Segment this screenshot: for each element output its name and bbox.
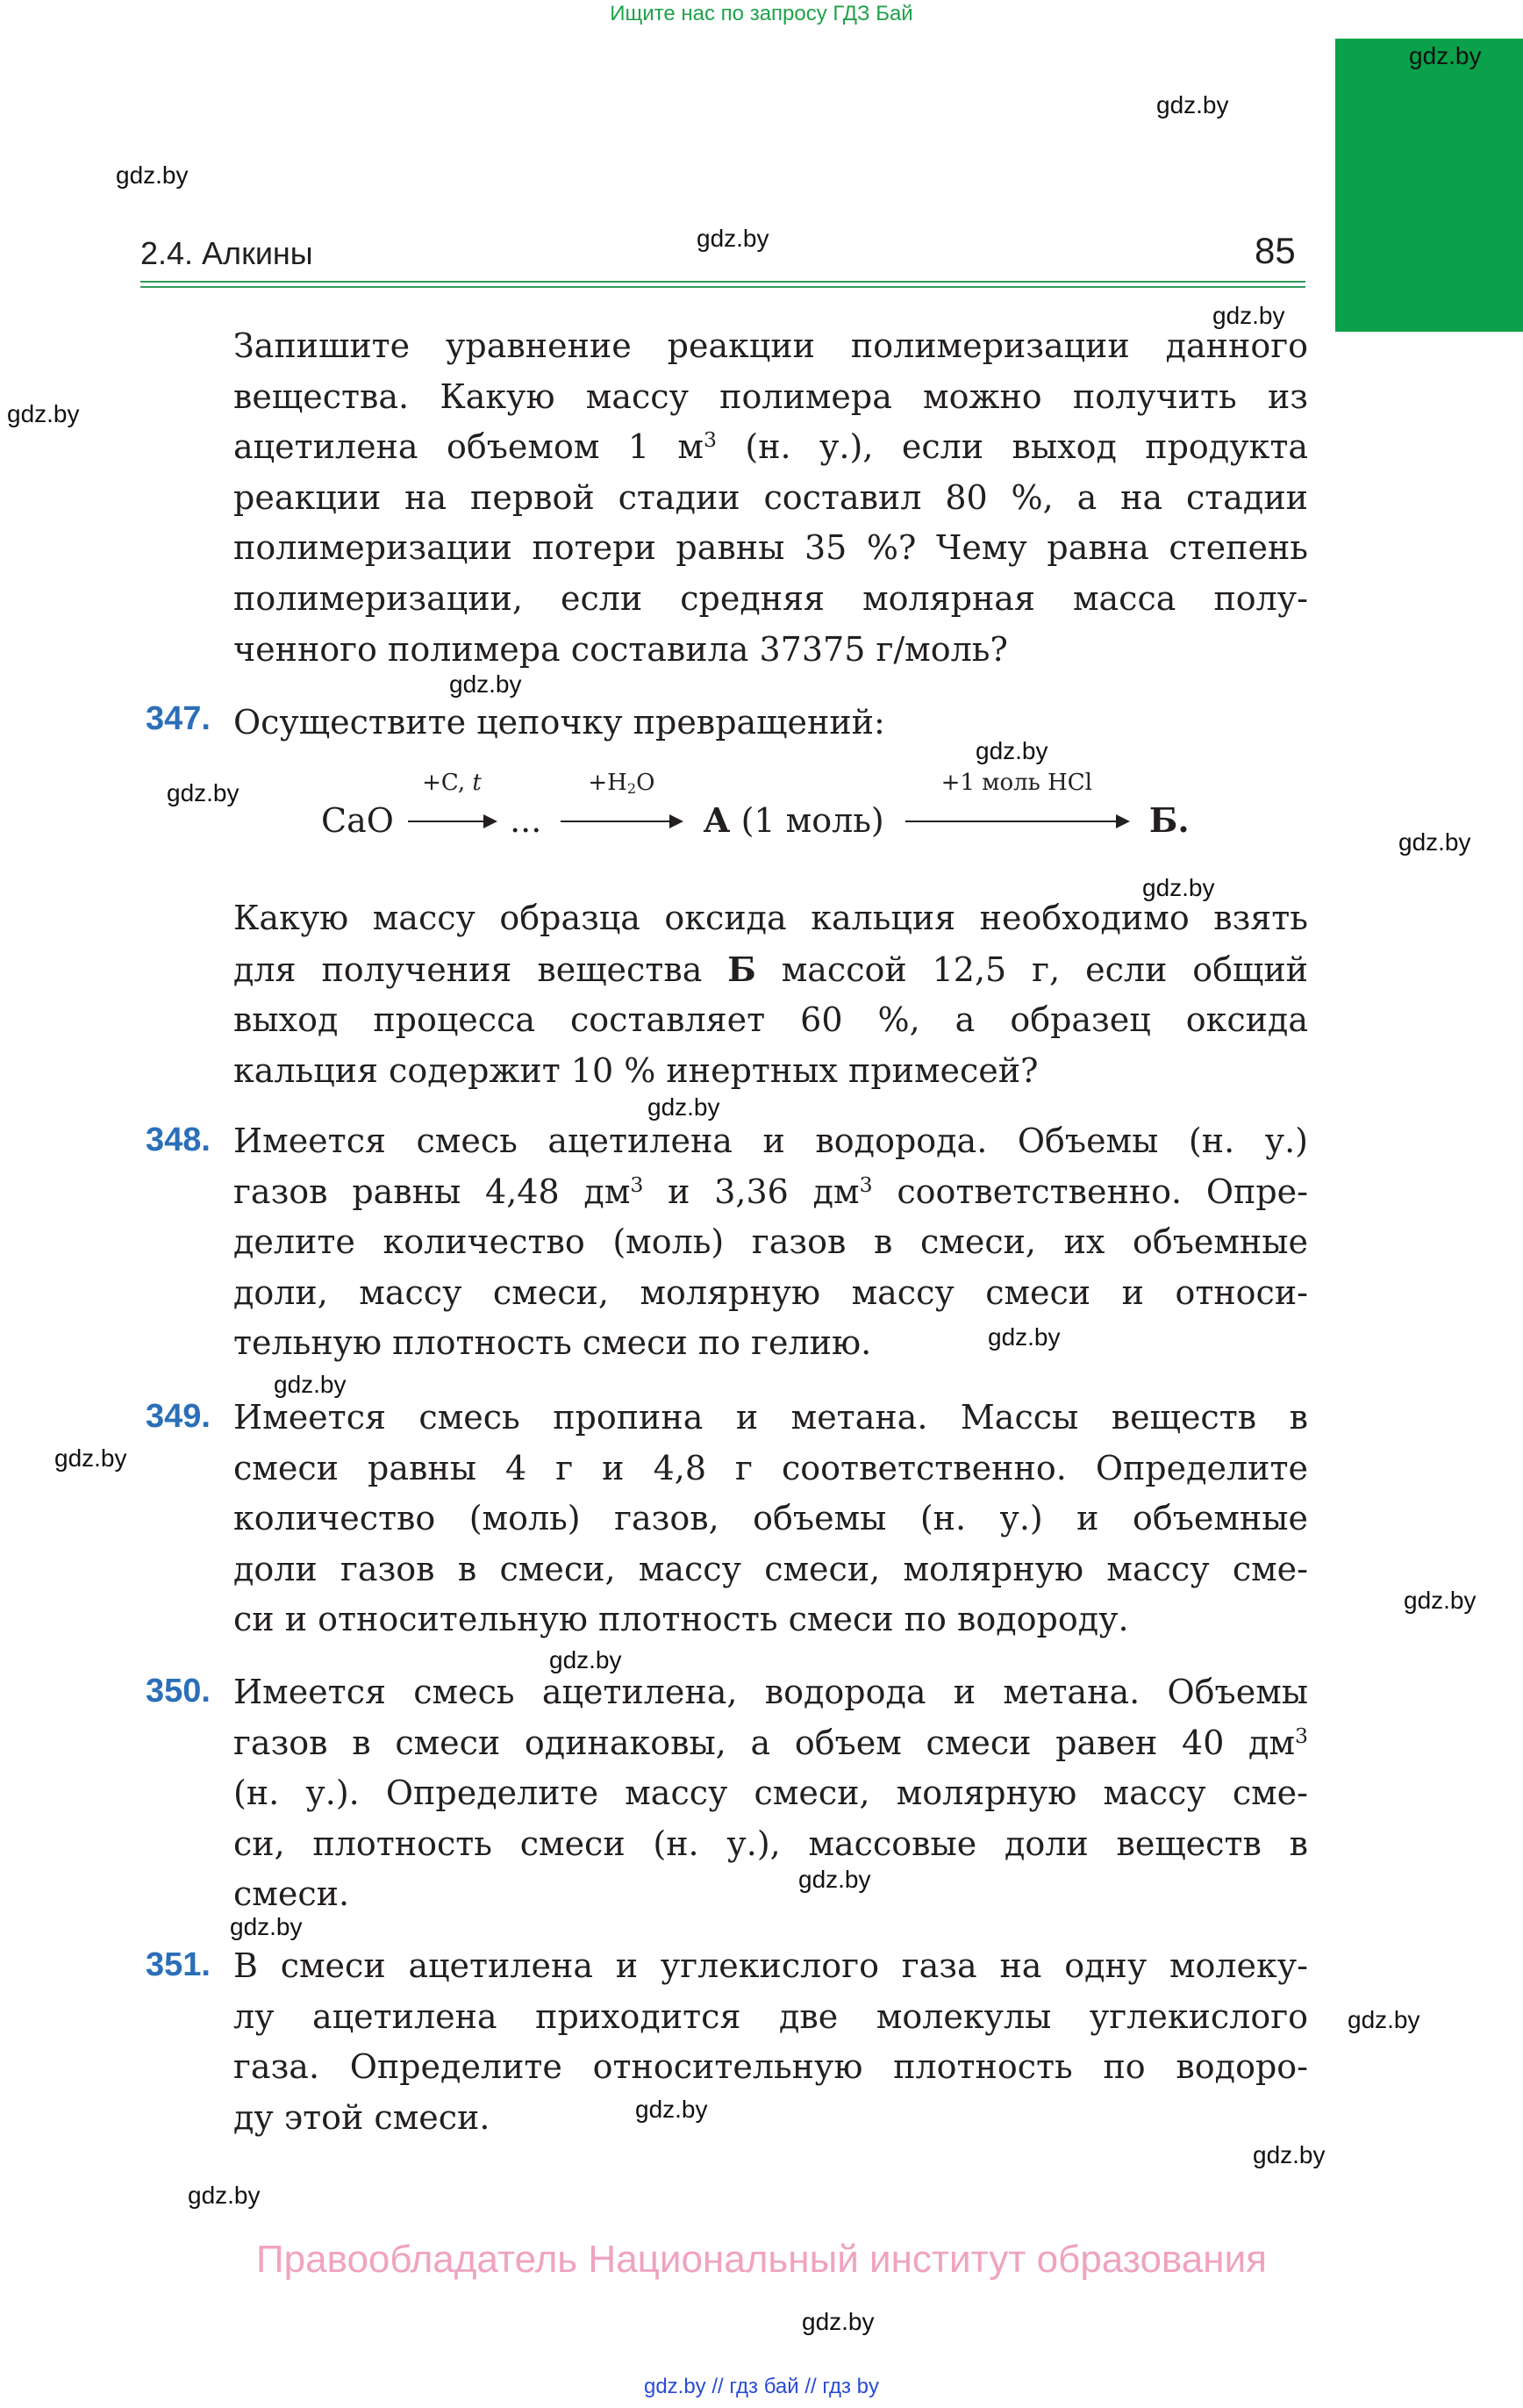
- text-line: вещества. Какую массу полимера можно получить из: [233, 376, 1308, 416]
- text-line: В смеси ацетилена и углекислого газа на одну молеку-: [233, 1946, 1308, 1985]
- text-line: кальция содержит 10 % инертных примесей?: [233, 1050, 1039, 1090]
- text-line: лу ацетилена приходится две молекулы углекислого: [233, 1996, 1308, 2036]
- task-number: 348.: [146, 1122, 211, 1158]
- watermark: gdz.by: [1398, 828, 1471, 856]
- scheme-b: Б.: [1148, 800, 1190, 840]
- text-line: Имеется смесь ацетилена и водорода. Объемы (н. у.): [233, 1122, 1308, 1160]
- footer-links[interactable]: gdz.by // гдз бай // гдз by: [643, 2375, 880, 2398]
- task-347-text: [233, 893, 1308, 1096]
- text-line: ацетилена объемом 1 $м^3$ (н. у.), если выход продукта: [233, 427, 1308, 467]
- text-line: Запишите уравнение реакции полимеризации данного: [233, 326, 1308, 365]
- watermark: gdz.by: [167, 779, 240, 806]
- task-number: 351.: [146, 1946, 211, 1983]
- text-line: Имеется смесь пропина и метана. Массы веществ в: [233, 1398, 1308, 1437]
- watermark: gdz.by: [54, 1444, 127, 1472]
- scheme-mid: ...: [510, 801, 542, 840]
- text-line: выход процесса составляет 60 %, а образец оксида: [233, 1000, 1308, 1040]
- arrow-1-label: +C, t: [422, 770, 482, 796]
- copyright-notice: Правообладатель Национальный институт образования: [256, 2238, 1267, 2281]
- watermark: gdz.by: [449, 670, 522, 698]
- arrow-2: [557, 770, 685, 840]
- watermark: gdz.by: [988, 1323, 1061, 1351]
- watermark: gdz.by: [1404, 1587, 1477, 1614]
- arrow-1: [404, 770, 499, 840]
- watermark: gdz.by: [976, 737, 1048, 764]
- text-line: Осуществите цепочку превращений:: [233, 703, 885, 742]
- text-line: газов равны 4,48 $дм^3$ и 3,36 $дм^3$ соответственно. Опре-: [233, 1172, 1308, 1211]
- arrow-2-label: $+H_2O$: [588, 770, 655, 798]
- scheme-a: А: [703, 800, 731, 840]
- watermark: gdz.by: [230, 1913, 303, 1940]
- page-number: 85: [1255, 230, 1296, 271]
- text-line: ченного полимера составила 37375 г/моль?: [233, 629, 1008, 669]
- text-line: смеси.: [233, 1874, 350, 1914]
- text-line: полимеризации потери равны 35 %? Чему равна степень: [233, 528, 1308, 568]
- task-346-text: [233, 321, 1308, 675]
- corner-tab: [1335, 39, 1523, 332]
- text-line: делите количество (моль) газов в смеси, их объемные: [233, 1222, 1308, 1262]
- header-rule-2: [140, 286, 1305, 288]
- watermark: gdz.by: [549, 1646, 622, 1673]
- text-line: газа. Определите относительную плотность по водоро-: [233, 2047, 1308, 2087]
- section-title: 2.4. Алкины: [140, 235, 313, 271]
- watermark: gdz.by: [647, 1093, 720, 1121]
- task-349-text: [233, 1393, 1308, 1645]
- watermark: gdz.by: [798, 1866, 871, 1893]
- top-banner: Ищите нас по запросу ГДЗ Бай: [610, 2, 913, 25]
- text-line: количество (моль) газов, объемы (н. у.) и объемные: [233, 1499, 1308, 1538]
- arrow-3: [902, 770, 1132, 840]
- text-line: смеси равны 4 г и 4,8 г соответственно. Определите: [233, 1448, 1308, 1487]
- header-rule: [140, 281, 1305, 283]
- task-number: 350.: [146, 1673, 211, 1709]
- watermark: gdz.by: [1212, 302, 1285, 329]
- text-line: доли газов в смеси, массу смеси, молярную массу сме-: [233, 1549, 1308, 1588]
- text-line: тельную плотность смеси по гелию.: [233, 1323, 872, 1363]
- watermark: gdz.by: [1409, 42, 1482, 69]
- task-number: 347.: [146, 700, 211, 737]
- watermark: gdz.by: [116, 161, 189, 189]
- watermark: gdz.by: [1142, 874, 1215, 901]
- text-line: реакции на первой стадии составил 80 %, а на стадии: [233, 477, 1308, 517]
- task-350-text: [233, 1667, 1308, 1920]
- reaction-scheme: [321, 770, 1190, 840]
- watermark: gdz.by: [1253, 2141, 1326, 2168]
- task-347-intro: [233, 698, 1308, 749]
- watermark: gdz.by: [274, 1371, 347, 1398]
- text-line: газов в смеси одинаковы, а объем смеси равен 40 $дм^3$: [233, 1723, 1308, 1762]
- scheme-start: CaO: [321, 801, 394, 840]
- watermark: gdz.by: [635, 2096, 708, 2123]
- text-line: си и относительную плотность смеси по водороду.: [233, 1600, 1129, 1639]
- text-line: Имеется смесь ацетилена, водорода и метана. Объемы: [233, 1673, 1308, 1711]
- scheme-a-note: (1 моль): [740, 801, 884, 840]
- watermark: gdz.by: [1348, 2006, 1420, 2033]
- watermark: gdz.by: [697, 225, 769, 252]
- task-351-text: [233, 1941, 1308, 2143]
- task-348-text: [233, 1116, 1308, 1369]
- text-line: си, плотность смеси (н. у.), массовые доли веществ в: [233, 1824, 1308, 1863]
- watermark: gdz.by: [188, 2182, 261, 2209]
- text-line: для получения вещества Б массой 12,5 г, если общий: [233, 949, 1308, 989]
- text-line: (н. у.). Определите массу смеси, молярную массу сме-: [233, 1774, 1308, 1813]
- text-line: доли, массу смеси, молярную массу смеси и относи-: [233, 1272, 1308, 1312]
- watermark: gdz.by: [1156, 91, 1229, 118]
- arrow-3-label: +1 моль HCl: [940, 770, 1092, 796]
- text-line: Какую массу образца оксида кальция необходимо взять: [233, 899, 1308, 937]
- text-line: ду этой смеси.: [233, 2097, 490, 2137]
- watermark: gdz.by: [7, 400, 80, 427]
- watermark: gdz.by: [802, 2308, 875, 2335]
- task-number: 349.: [146, 1398, 211, 1435]
- text-line: полимеризации, если средняя молярная масса полу-: [233, 578, 1308, 618]
